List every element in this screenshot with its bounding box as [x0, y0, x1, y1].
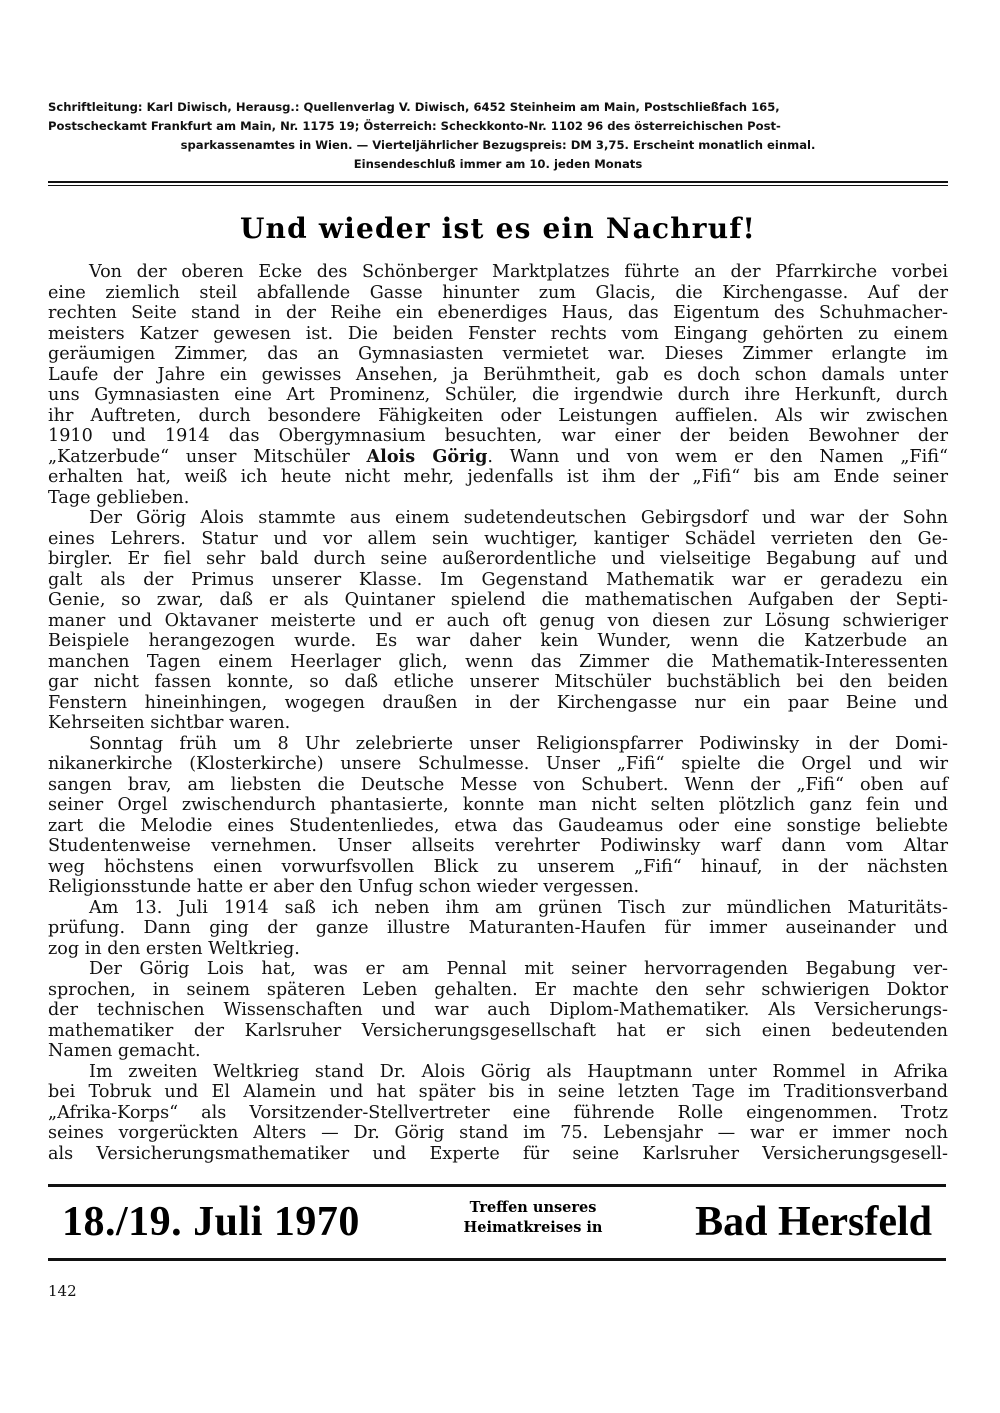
text-line: eine ziemlich steil abfallende Gasse hinunter zum Glacis, die Kirchengasse. Auf der: [48, 282, 948, 303]
text-line: prüfung. Dann ging der ganze illustre Maturanten-Haufen für immer auseinander und: [48, 918, 948, 938]
text-line: rechten Seite stand in der Reihe ein ebenerdiges Haus, das Eigentum des Schuhmacher-: [48, 303, 948, 323]
event-description: [443, 1198, 623, 1238]
masthead-line-3: sparkassenamtes in Wien. — Vierteljährlicher Bezugspreis: DM 3,75. Erscheint monatlich einmal.: [180, 138, 816, 152]
text-line: Laufe der Jahre ein gewisses Ansehen, ja Berühmtheit, gab es doch schon damals unter: [48, 364, 948, 385]
text-line: mathematiker der Karlsruher Versicherungsgesellschaft hat er sich einen bedeutenden: [48, 1020, 948, 1041]
text-line: Beispiele herangezogen wurde. Es war daher kein Wunder, wenn die Katzerbude an: [48, 631, 948, 651]
masthead: [48, 98, 948, 174]
paragraph-1: [48, 262, 948, 508]
text-line: nikanerkirche (Klosterkirche) unsere Schulmesse. Unser „Fifi“ spielte die Orgel und wir: [48, 754, 948, 774]
text-line: manchen Tagen einem Heerlager glich, wenn das Zimmer die Mathematik-Interessenten: [48, 651, 948, 672]
event-date: 18./19. Juli 1970: [62, 1199, 360, 1245]
masthead-rule-thin: [48, 185, 948, 186]
text-line: galt als der Primus unserer Klasse. Im Gegenstand Mathematik war er geradezu ein: [48, 569, 948, 590]
event-banner: [48, 1190, 946, 1254]
text-line: zog in den ersten Weltkrieg.: [48, 938, 300, 959]
article-body: [48, 262, 948, 1164]
text-line: Kehrseiten sichtbar waren.: [48, 713, 291, 733]
paragraph-6: [48, 1062, 948, 1165]
text-line: Religionsstunde hatte er aber den Unfug schon wieder vergessen.: [48, 877, 640, 897]
event-place: Bad Hersfeld: [695, 1199, 932, 1245]
text-line: 1910 und 1914 das Obergymnasium besuchten, war einer der beiden Bewohner der: [48, 426, 948, 446]
masthead-line-4: Einsendeschluß immer am 10. jeden Monats: [353, 157, 643, 171]
text-line: Tage geblieben.: [48, 487, 190, 508]
text-line: birgler. Er fiel sehr bald durch seine außerordentliche und vielseitige Begabung auf und: [48, 549, 948, 569]
text-run: . Wann und von wem er den Namen „Fifi“: [487, 446, 948, 467]
text-line: Am 13. Juli 1914 saß ich neben ihm am grünen Tisch zur mündlichen Maturitäts-: [89, 897, 948, 918]
article-title: Und wieder ist es ein Nachruf!: [239, 212, 757, 245]
event-description-line-2: Heimatkreises in: [463, 1219, 603, 1236]
text-line: bei Tobruk und El Alamein und hat später bis in seine letzten Tage im Traditionsverband: [48, 1082, 948, 1102]
masthead-rule: [48, 181, 948, 183]
paragraph-4: [48, 898, 948, 960]
text-line: „Afrika-Korps“ als Vorsitzender-Stellvertreter eine führende Rolle eingenommen. Trotz: [48, 1102, 948, 1123]
text-line: sangen brav, am liebsten die Deutsche Messe von Schubert. Wenn der „Fifi“ oben auf: [48, 774, 948, 795]
banner-rule-bottom: [48, 1258, 946, 1261]
text-line: als Versicherungsmathematiker und Experte für seine Karlsruher Versicherungsgesell-: [48, 1143, 948, 1164]
text-line: erhalten hat, weiß ich heute nicht mehr, jedenfalls ist ihm der „Fifi“ bis am Ende seiner: [48, 467, 948, 487]
masthead-line-1: Schriftleitung: Karl Diwisch, Herausg.: Quellenverlag V. Diwisch, 6452 Steinheim am Main, Postschließfach 165,: [48, 100, 780, 114]
paragraph-5: [48, 959, 948, 1062]
page-number: 142: [48, 1282, 77, 1300]
text-line: gar nicht fassen konnte, so daß etliche unserer Mitschüler buchstäblich bei den beiden: [48, 672, 948, 692]
text-line: ihr Auftreten, durch besondere Fähigkeiten oder Leistungen auffielen. Als wir zwischen: [48, 405, 948, 426]
text-line: [48, 447, 948, 468]
text-line: zart die Melodie eines Studentenliedes, etwa das Gaudeamus oder eine sonstige beliebte: [48, 815, 948, 836]
text-line: der technischen Wissenschaften und war auch Diplom-Mathematiker. Als Versicherungs-: [48, 1000, 948, 1020]
text-line: Im zweiten Weltkrieg stand Dr. Alois Görig als Hauptmann unter Rommel in Afrika: [89, 1061, 948, 1082]
banner-rule-top: [48, 1184, 946, 1187]
text-line: seines vorgerückten Alters — Dr. Görig stand im 75. Lebensjahr — war er immer noch: [48, 1123, 948, 1143]
bold-name: Alois Görig: [366, 445, 488, 467]
paragraph-2: [48, 508, 948, 734]
text-line: meisters Katzer gewesen ist. Die beiden Fenster rechts vom Eingang gehörten zu einem: [48, 323, 948, 344]
text-line: seiner Orgel zwischendurch phantasierte, konnte man nicht selten plötzlich ganz fein und: [48, 795, 948, 815]
text-line: Studentenweise vernehmen. Unser allseits verehrter Podiwinsky warf dann vom Altar: [48, 836, 948, 856]
text-line: uns Gymnasiasten eine Art Prominenz, Schüler, die irgendwie durch ihre Herkunft, durch: [48, 385, 948, 405]
text-line: geräumigen Zimmer, das an Gymnasiasten vermietet war. Dieses Zimmer erlangte im: [48, 344, 948, 364]
text-line: eines Lehrers. Statur und vor allem sein wuchtiger, kantiger Schädel verrieten den Ge-: [48, 528, 948, 549]
text-line: Der Görig Alois stammte aus einem sudetendeutschen Gebirgsdorf und war der Sohn: [89, 508, 948, 528]
text-run: „Katzerbude“ unser Mitschüler: [48, 446, 367, 467]
text-line: weg höchstens einen vorwurfsvollen Blick zu unserem „Fifi“ hinauf, in der nächsten: [48, 856, 948, 877]
event-description-line-1: Treffen unseres: [469, 1199, 597, 1216]
paragraph-3: [48, 734, 948, 898]
text-line: Namen gemacht.: [48, 1041, 201, 1061]
text-line: Von der oberen Ecke des Schönberger Marktplatzes führte an der Pfarrkirche vorbei: [89, 262, 948, 282]
text-line: Der Görig Lois hat, was er am Pennal mit seiner hervorragenden Begabung ver-: [89, 959, 948, 979]
text-line: sprochen, in seinem späteren Leben gehalten. Er machte den sehr schwierigen Doktor: [48, 979, 948, 1000]
text-line: Fenstern hineinhingen, wogegen draußen in der Kirchengasse nur ein paar Beine und: [48, 692, 948, 713]
masthead-line-2: Postscheckamt Frankfurt am Main, Nr. 1175 19; Österreich: Scheckkonto-Nr. 1102 96 des österreichischen Post-: [48, 119, 781, 133]
text-line: maner und Oktavaner meisterte und er auch oft genug von diesen zur Lösung schwieriger: [48, 610, 948, 631]
text-line: Genie, so zwar, daß er als Quintaner spielend die mathematischen Aufgaben der Septi-: [48, 590, 948, 610]
text-line: Sonntag früh um 8 Uhr zelebrierte unser Religionspfarrer Podiwinsky in der Domi-: [89, 733, 948, 754]
